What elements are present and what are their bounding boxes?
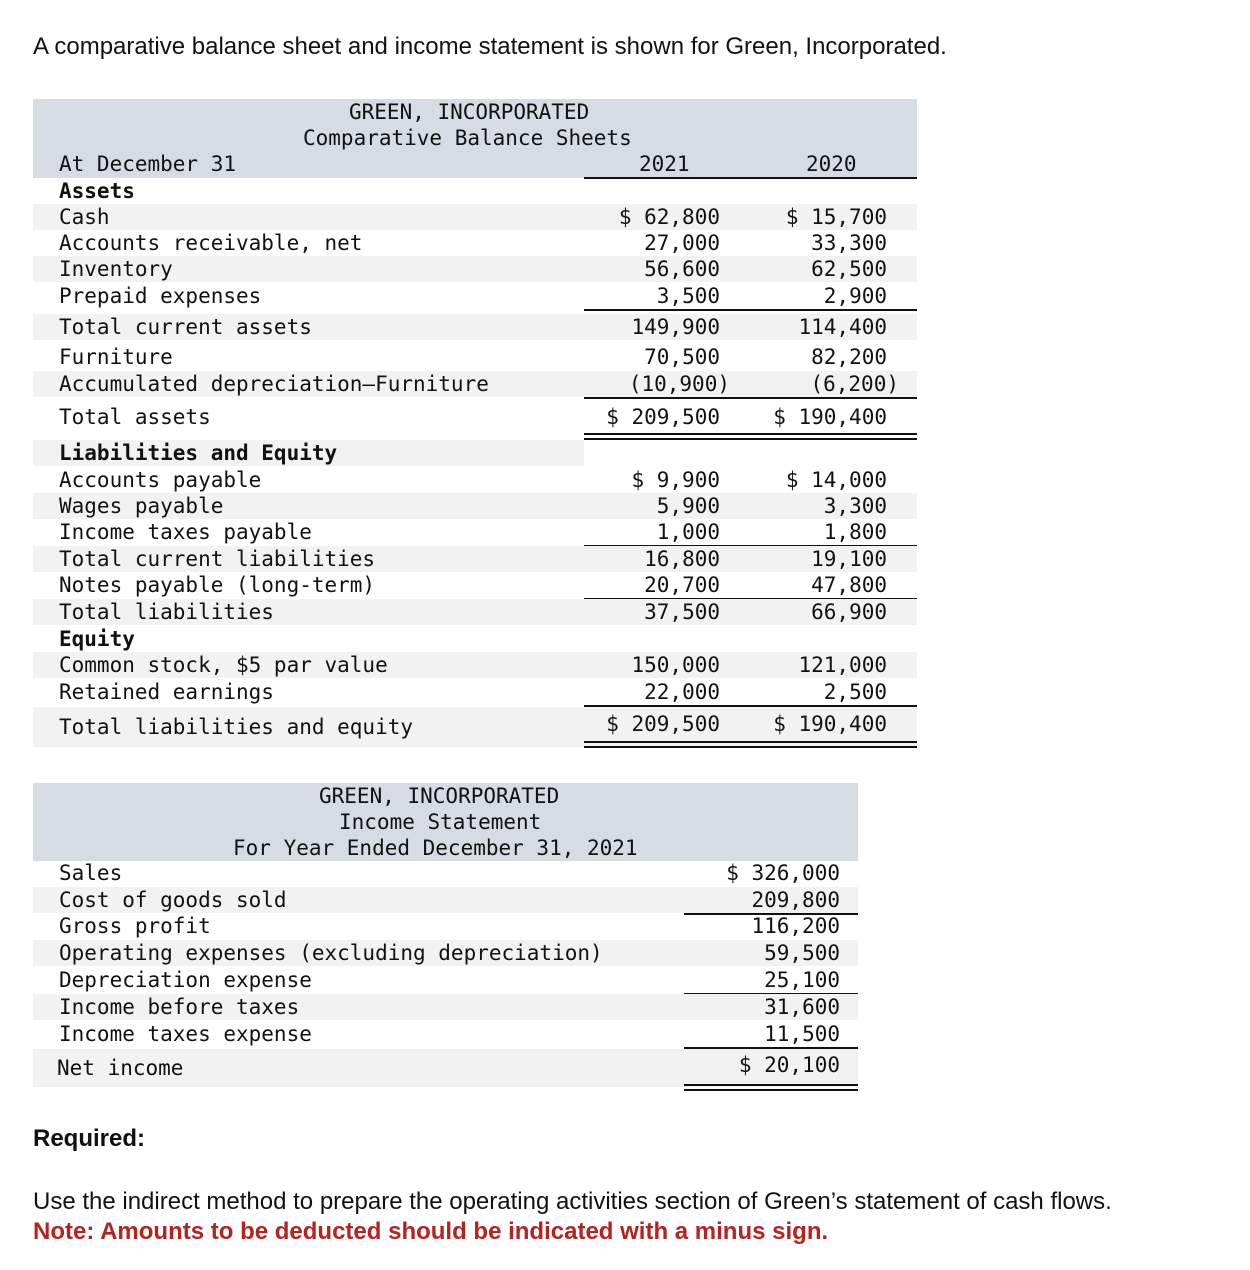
total-double-rule xyxy=(684,1084,858,1091)
table-row: Inventory 56,600 62,500 xyxy=(33,256,917,282)
value-2021: 3,500 xyxy=(656,284,720,308)
value-2020: 47,800 xyxy=(811,573,887,597)
balance-sheet-header xyxy=(33,99,917,178)
table-row: Prepaid expenses 3,500 2,900 xyxy=(59,284,887,308)
table-row: Gross profit 116,200 xyxy=(59,914,840,938)
income-statement-header xyxy=(33,783,858,861)
subtotal-rule xyxy=(584,397,917,399)
value-2021: 56,600 xyxy=(644,257,720,281)
value-2020: 121,000 xyxy=(798,653,887,677)
value: $ 326,000 xyxy=(726,861,840,885)
value: 31,600 xyxy=(764,995,840,1019)
value-2020: $ 190,400 xyxy=(773,712,887,736)
balance-sheet-title: Comparative Balance Sheets xyxy=(303,126,632,150)
value-2021: (10,900) xyxy=(628,372,730,396)
value-2020: 62,500 xyxy=(811,257,887,281)
value: $ 20,100 xyxy=(738,1053,840,1077)
table-row: Total current liabilities 16,800 19,100 xyxy=(33,546,917,572)
value: 116,200 xyxy=(751,914,840,938)
header-rule xyxy=(584,177,917,179)
table-row: Income taxes expense 11,500 xyxy=(59,1022,840,1046)
value: 209,800 xyxy=(751,888,840,912)
table-row: Notes payable (long-term) 20,700 47,800 xyxy=(59,573,887,597)
value-2020: 1,800 xyxy=(823,520,887,544)
income-statement-period: For Year Ended December 31, 2021 xyxy=(233,836,638,860)
value-2020: (6,200) xyxy=(810,372,899,396)
value-2021: 16,800 xyxy=(644,547,720,571)
table-row: Common stock, $5 par value 150,000 121,000 xyxy=(33,652,917,678)
equity-heading: Equity xyxy=(59,627,135,651)
table-row: Furniture 70,500 82,200 xyxy=(59,345,887,369)
value-2021: $ 209,500 xyxy=(606,405,720,429)
value-2020: 66,900 xyxy=(811,600,887,624)
value-2021: 37,500 xyxy=(644,600,720,624)
required-label: Required: xyxy=(33,1125,146,1152)
assets-heading: Assets xyxy=(59,179,135,203)
note-text: Note: Amounts to be deducted should be indicated with a minus sign. xyxy=(33,1218,829,1245)
value-2021: 70,500 xyxy=(644,345,720,369)
value-2020: 2,500 xyxy=(823,680,887,704)
balance-sheet-company: GREEN, INCORPORATED xyxy=(349,100,590,124)
table-row: Total liabilities and equity $ 209,500 $ 190,400 xyxy=(33,707,917,747)
table-row: Accumulated depreciation—Furniture (10,900) (6,200) xyxy=(33,371,917,397)
income-statement-table xyxy=(33,783,858,1093)
table-row: Income taxes payable 1,000 1,800 xyxy=(59,520,887,544)
balance-sheet-table xyxy=(33,99,917,749)
value-2021: $ 62,800 xyxy=(618,205,720,229)
table-row: Cash $ 62,800 $ 15,700 xyxy=(33,204,917,230)
value: 25,100 xyxy=(764,968,840,992)
value-2021: 1,000 xyxy=(656,520,720,544)
value: 59,500 xyxy=(764,941,840,965)
value-2021: 5,900 xyxy=(656,494,720,518)
table-row: Wages payable 5,900 3,300 xyxy=(33,493,917,519)
value-2020: 2,900 xyxy=(823,284,887,308)
intro-text: A comparative balance sheet and income statement is shown for Green, Incorporated. xyxy=(33,33,947,60)
table-row: Total liabilities 37,500 66,900 xyxy=(33,599,917,625)
instruction-text: Use the indirect method to prepare the operating activities section of Green’s statement of cash flows. xyxy=(33,1188,1112,1215)
subtotal-rule xyxy=(584,309,917,311)
value-2021: $ 9,900 xyxy=(631,468,720,492)
table-row: Total assets $ 209,500 $ 190,400 xyxy=(59,405,887,429)
liabilities-heading: Liabilities and Equity xyxy=(59,441,338,465)
table-row: Income before taxes 31,600 xyxy=(33,994,858,1020)
value-2020: 114,400 xyxy=(798,315,887,339)
value-2021: $ 209,500 xyxy=(606,712,720,736)
table-row: Accounts receivable, net 27,000 33,300 xyxy=(59,231,887,255)
value-2021: 27,000 xyxy=(644,231,720,255)
table-row: Retained earnings 22,000 2,500 xyxy=(59,680,887,704)
balance-sheet-col-2020: 2020 xyxy=(806,152,857,176)
balance-sheet-col-2021: 2021 xyxy=(639,152,690,176)
table-row: Net income $ 20,100 xyxy=(33,1049,858,1087)
value-2021: 20,700 xyxy=(644,573,720,597)
table-row: Operating expenses (excluding depreciation) 59,500 xyxy=(33,940,858,966)
income-statement-title: Income Statement xyxy=(339,810,542,834)
value-2020: $ 14,000 xyxy=(785,468,887,492)
table-row: Accounts payable $ 9,900 $ 14,000 xyxy=(59,468,887,492)
value-2020: 19,100 xyxy=(811,547,887,571)
assets-heading-row xyxy=(33,178,584,204)
liabilities-heading-row xyxy=(33,440,584,466)
table-row: Depreciation expense 25,100 xyxy=(59,968,840,992)
equity-heading-row xyxy=(33,626,584,652)
value: 11,500 xyxy=(764,1022,840,1046)
value-2021: 150,000 xyxy=(631,653,720,677)
table-row: Cost of goods sold 209,800 xyxy=(33,887,858,913)
balance-sheet-period-label: At December 31 xyxy=(59,152,237,176)
value-2020: $ 15,700 xyxy=(785,205,887,229)
table-row: Total current assets 149,900 114,400 xyxy=(33,314,917,340)
value-2020: 33,300 xyxy=(811,231,887,255)
total-double-rule xyxy=(584,433,917,440)
value-2021: 149,900 xyxy=(631,315,720,339)
income-statement-company: GREEN, INCORPORATED xyxy=(319,784,560,808)
value-2020: 3,300 xyxy=(823,494,887,518)
value-2020: 82,200 xyxy=(811,345,887,369)
total-double-rule xyxy=(584,741,917,748)
value-2021: 22,000 xyxy=(644,680,720,704)
table-row: Sales $ 326,000 xyxy=(59,861,840,885)
value-2020: $ 190,400 xyxy=(773,405,887,429)
